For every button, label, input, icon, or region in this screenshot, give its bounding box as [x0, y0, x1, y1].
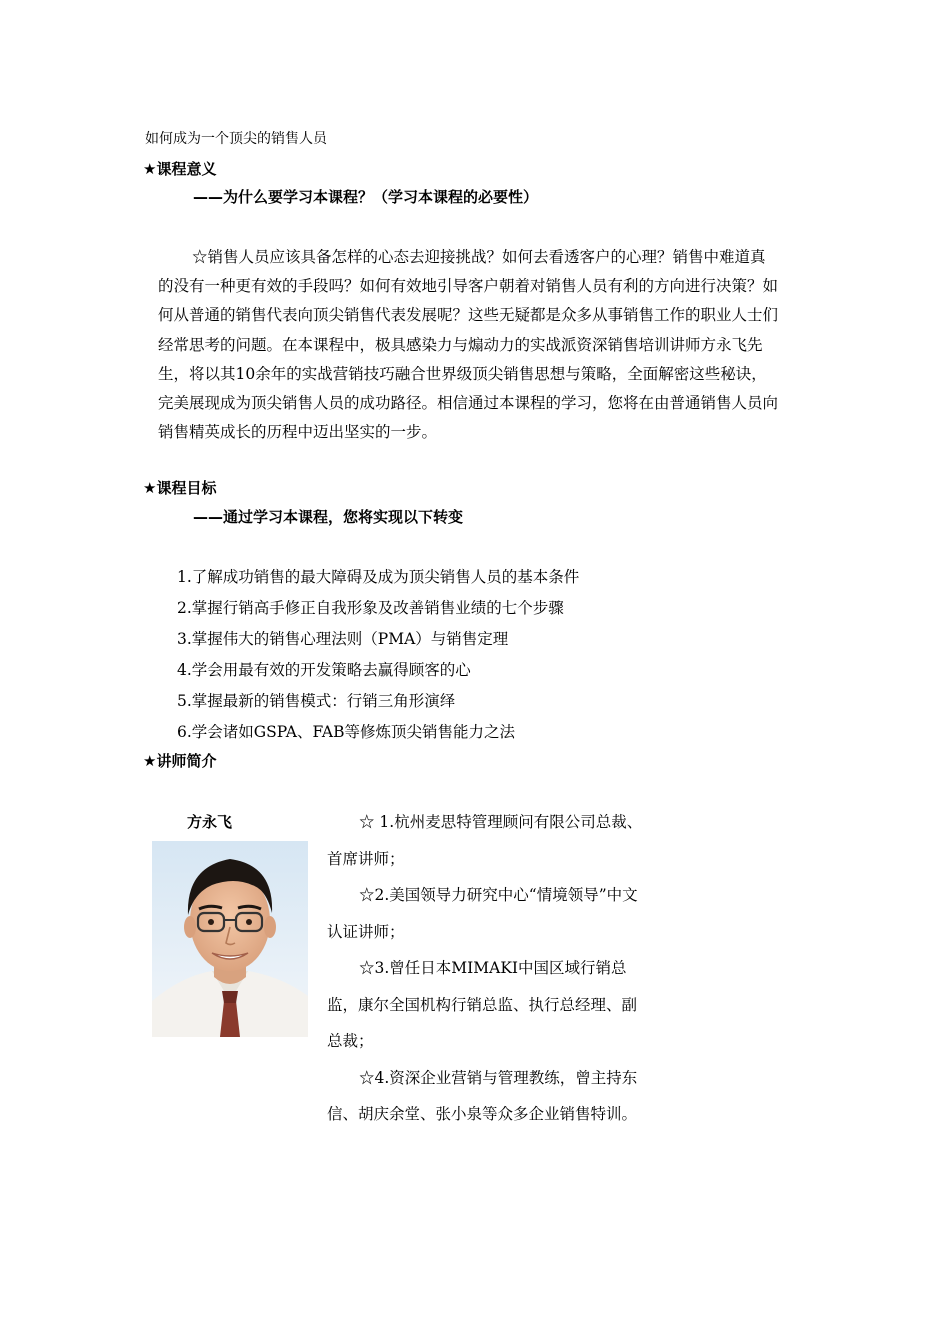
instructor-photo: [152, 841, 308, 1037]
goal-item: 2.掌握行销高手修正自我形象及改善销售业绩的七个步骤: [177, 599, 564, 617]
bio-item: ☆3.曾任日本MIMAKI中国区域行销总监，康尔全国机构行销总监、执行总经理、副总裁；: [327, 959, 638, 1050]
goal-item: 5.掌握最新的销售模式：行销三角形演绎: [177, 692, 456, 710]
goals-subheading: ——通过学习本课程，您将实现以下转变: [193, 508, 464, 526]
instructor-name: 方永飞: [187, 813, 233, 831]
instructor-heading: ★讲师简介: [143, 752, 217, 770]
goal-item: 1.了解成功销售的最大障碍及成为顶尖销售人员的基本条件: [177, 568, 580, 586]
significance-subheading: ——为什么要学习本课程？（学习本课程的必要性）: [193, 188, 539, 206]
document-title: 如何成为一个顶尖的销售人员: [145, 131, 327, 147]
bio-item: ☆2.美国领导力研究中心“情境领导”中文认证讲师；: [327, 886, 638, 941]
goal-item: 3.掌握伟大的销售心理法则（PMA）与销售定理: [177, 630, 509, 648]
significance-heading: ★课程意义: [143, 160, 217, 178]
goals-heading: ★课程目标: [143, 479, 217, 497]
goal-item: 4.学会用最有效的开发策略去赢得顾客的心: [177, 661, 471, 679]
bio-item: ☆ 1.杭州麦思特管理顾问有限公司总裁、首席讲师；: [327, 813, 643, 868]
bio-item: ☆4.资深企业营销与管理教练，曾主持东信、胡庆余堂、张小泉等众多企业销售特训。: [327, 1068, 638, 1123]
goal-item: 6.学会诸如GSPA、FAB等修炼顶尖销售能力之法: [177, 723, 515, 741]
goals-list: [177, 562, 579, 748]
significance-paragraph: ☆销售人员应该具备怎样的心态去迎接挑战？如何去看透客户的心理？销售中难道真的没有一种更有效的手段吗？如何有效地引导客户朝着对销售人员有利的方向进行决策？如何从普通的销售代表向顶尖销售代表发展呢？这些无疑都是众多从事销售工作的职业人士们经常思考的问题。在本课程中，极具感染力与煽动力的实战派资深销售培训讲师方永飞先生，将以其10余年的实战营销技巧融合世界级顶尖销售思想与策略，全面解密这些秘诀，完美展现成为顶尖销售人员的成功路径。相信通过本课程的学习，您将在由普通销售人员向销售精英成长的历程中迈出坚实的一步。: [158, 248, 779, 442]
instructor-bio: [327, 804, 652, 1133]
